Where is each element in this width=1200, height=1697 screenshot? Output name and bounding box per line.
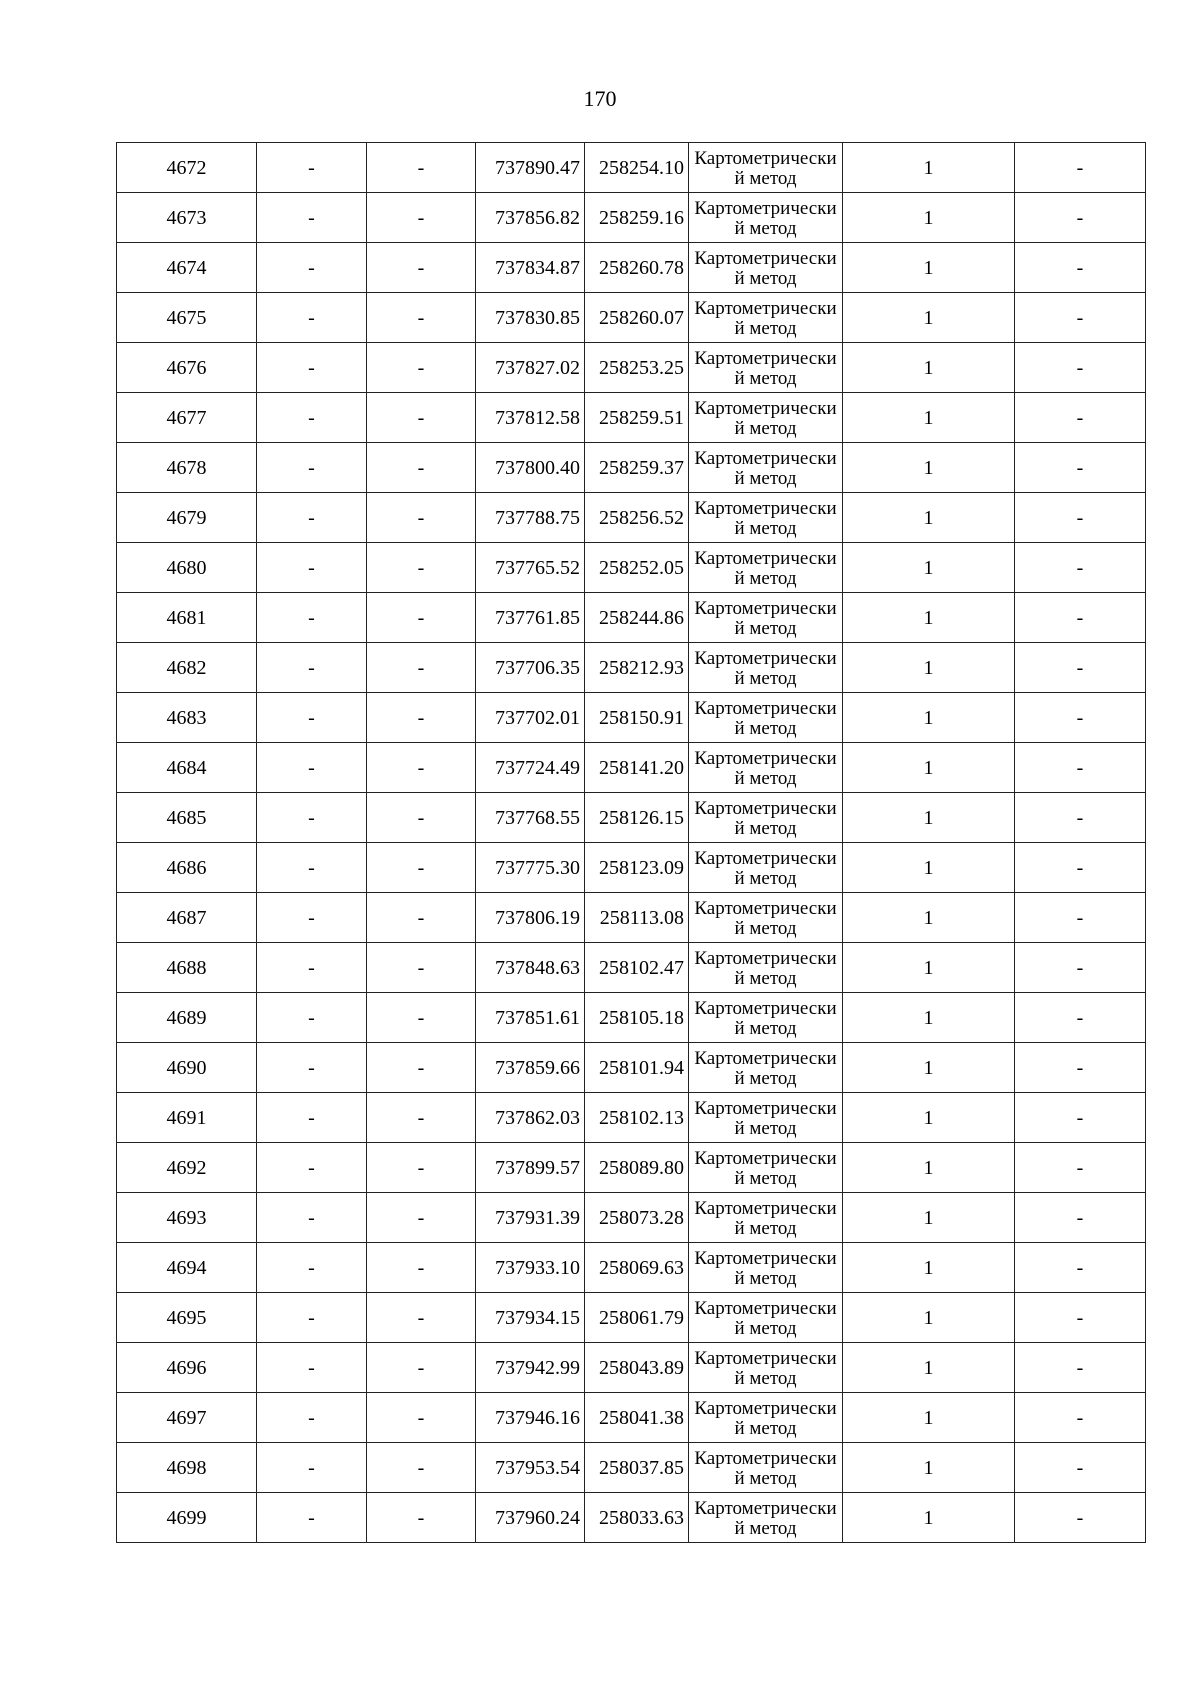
dash-cell: - (257, 1493, 367, 1543)
y-coordinate-cell: 258089.80 (585, 1143, 689, 1193)
method-text: Картометрический метод (694, 897, 837, 939)
point-number-cell: 4695 (117, 1293, 257, 1343)
dash-cell: - (257, 693, 367, 743)
point-number-cell: 4691 (117, 1093, 257, 1143)
dash-cell: - (257, 743, 367, 793)
dash-cell: - (367, 643, 476, 693)
accuracy-cell: 1 (843, 893, 1015, 943)
method-text: Картометрический метод (694, 647, 837, 689)
table-row (117, 743, 1146, 793)
point-number-cell: 4687 (117, 893, 257, 943)
x-coordinate-cell: 737899.57 (476, 1143, 585, 1193)
x-coordinate-cell: 737812.58 (476, 393, 585, 443)
method-cell (689, 1293, 843, 1343)
method-text: Картометрический метод (694, 697, 837, 739)
method-text: Картометрический метод (694, 197, 837, 239)
table-row (117, 343, 1146, 393)
accuracy-cell: 1 (843, 743, 1015, 793)
x-coordinate-cell: 737788.75 (476, 493, 585, 543)
y-coordinate-cell: 258101.94 (585, 1043, 689, 1093)
point-number-cell: 4690 (117, 1043, 257, 1093)
table-row (117, 1443, 1146, 1493)
point-number-cell: 4673 (117, 193, 257, 243)
point-number-cell: 4679 (117, 493, 257, 543)
dash-cell: - (257, 1243, 367, 1293)
x-coordinate-cell: 737806.19 (476, 893, 585, 943)
dash-cell: - (367, 743, 476, 793)
note-cell: - (1015, 193, 1146, 243)
dash-cell: - (257, 293, 367, 343)
accuracy-cell: 1 (843, 943, 1015, 993)
dash-cell: - (367, 143, 476, 193)
y-coordinate-cell: 258061.79 (585, 1293, 689, 1343)
dash-cell: - (257, 843, 367, 893)
note-cell: - (1015, 793, 1146, 843)
method-text: Картометрический метод (694, 1447, 837, 1489)
x-coordinate-cell: 737775.30 (476, 843, 585, 893)
x-coordinate-cell: 737800.40 (476, 443, 585, 493)
table-row (117, 443, 1146, 493)
table-row (117, 1143, 1146, 1193)
dash-cell: - (367, 943, 476, 993)
dash-cell: - (257, 243, 367, 293)
table-row (117, 1343, 1146, 1393)
y-coordinate-cell: 258260.07 (585, 293, 689, 343)
dash-cell: - (257, 393, 367, 443)
y-coordinate-cell: 258260.78 (585, 243, 689, 293)
method-cell (689, 643, 843, 693)
x-coordinate-cell: 737724.49 (476, 743, 585, 793)
point-number-cell: 4684 (117, 743, 257, 793)
method-cell (689, 293, 843, 343)
y-coordinate-cell: 258105.18 (585, 993, 689, 1043)
accuracy-cell: 1 (843, 1043, 1015, 1093)
accuracy-cell: 1 (843, 1343, 1015, 1393)
note-cell: - (1015, 293, 1146, 343)
note-cell: - (1015, 593, 1146, 643)
x-coordinate-cell: 737768.55 (476, 793, 585, 843)
accuracy-cell: 1 (843, 143, 1015, 193)
point-number-cell: 4682 (117, 643, 257, 693)
dash-cell: - (257, 1393, 367, 1443)
accuracy-cell: 1 (843, 1443, 1015, 1493)
dash-cell: - (257, 593, 367, 643)
method-text: Картометрический метод (694, 1497, 837, 1539)
note-cell: - (1015, 993, 1146, 1043)
table-row (117, 1193, 1146, 1243)
method-cell (689, 543, 843, 593)
accuracy-cell: 1 (843, 643, 1015, 693)
y-coordinate-cell: 258041.38 (585, 1393, 689, 1443)
method-text: Картометрический метод (694, 347, 837, 389)
dash-cell: - (257, 193, 367, 243)
x-coordinate-cell: 737856.82 (476, 193, 585, 243)
dash-cell: - (367, 1493, 476, 1543)
method-cell (689, 593, 843, 643)
accuracy-cell: 1 (843, 1193, 1015, 1243)
point-number-cell: 4685 (117, 793, 257, 843)
dash-cell: - (367, 1193, 476, 1243)
point-number-cell: 4694 (117, 1243, 257, 1293)
table-row (117, 493, 1146, 543)
method-cell (689, 1143, 843, 1193)
x-coordinate-cell: 737706.35 (476, 643, 585, 693)
accuracy-cell: 1 (843, 693, 1015, 743)
dash-cell: - (367, 193, 476, 243)
y-coordinate-cell: 258069.63 (585, 1243, 689, 1293)
dash-cell: - (257, 1093, 367, 1143)
table-row (117, 1393, 1146, 1443)
method-cell (689, 193, 843, 243)
x-coordinate-cell: 737827.02 (476, 343, 585, 393)
y-coordinate-cell: 258244.86 (585, 593, 689, 643)
y-coordinate-cell: 258212.93 (585, 643, 689, 693)
note-cell: - (1015, 1093, 1146, 1143)
point-number-cell: 4681 (117, 593, 257, 643)
table-row (117, 643, 1146, 693)
x-coordinate-cell: 737862.03 (476, 1093, 585, 1143)
y-coordinate-cell: 258252.05 (585, 543, 689, 593)
point-number-cell: 4683 (117, 693, 257, 743)
method-text: Картометрический метод (694, 1247, 837, 1289)
y-coordinate-cell: 258073.28 (585, 1193, 689, 1243)
point-number-cell: 4674 (117, 243, 257, 293)
note-cell: - (1015, 693, 1146, 743)
table-row (117, 843, 1146, 893)
y-coordinate-cell: 258259.37 (585, 443, 689, 493)
note-cell: - (1015, 743, 1146, 793)
point-number-cell: 4697 (117, 1393, 257, 1443)
x-coordinate-cell: 737946.16 (476, 1393, 585, 1443)
point-number-cell: 4689 (117, 993, 257, 1043)
table-row (117, 243, 1146, 293)
x-coordinate-cell: 737859.66 (476, 1043, 585, 1093)
dash-cell: - (367, 1343, 476, 1393)
table-body (117, 143, 1146, 1543)
method-cell (689, 793, 843, 843)
table-row (117, 943, 1146, 993)
method-cell (689, 343, 843, 393)
table-row (117, 543, 1146, 593)
method-text: Картометрический метод (694, 247, 837, 289)
method-cell (689, 993, 843, 1043)
dash-cell: - (367, 1243, 476, 1293)
x-coordinate-cell: 737848.63 (476, 943, 585, 993)
y-coordinate-cell: 258102.13 (585, 1093, 689, 1143)
table-row (117, 193, 1146, 243)
method-cell (689, 1243, 843, 1293)
method-text: Картометрический метод (694, 847, 837, 889)
accuracy-cell: 1 (843, 293, 1015, 343)
accuracy-cell: 1 (843, 843, 1015, 893)
y-coordinate-cell: 258259.51 (585, 393, 689, 443)
method-cell (689, 1193, 843, 1243)
x-coordinate-cell: 737931.39 (476, 1193, 585, 1243)
method-text: Картометрический метод (694, 797, 837, 839)
accuracy-cell: 1 (843, 1493, 1015, 1543)
dash-cell: - (257, 343, 367, 393)
method-cell (689, 1443, 843, 1493)
method-text: Картометрический метод (694, 497, 837, 539)
dash-cell: - (257, 1293, 367, 1343)
dash-cell: - (257, 943, 367, 993)
y-coordinate-cell: 258256.52 (585, 493, 689, 543)
method-cell (689, 443, 843, 493)
method-text: Картометрический метод (694, 147, 837, 189)
y-coordinate-cell: 258123.09 (585, 843, 689, 893)
accuracy-cell: 1 (843, 993, 1015, 1043)
method-text: Картометрический метод (694, 1397, 837, 1439)
method-cell (689, 893, 843, 943)
method-cell (689, 1393, 843, 1443)
method-cell (689, 493, 843, 543)
dash-cell: - (367, 443, 476, 493)
method-text: Картометрический метод (694, 1147, 837, 1189)
dash-cell: - (257, 793, 367, 843)
method-text: Картометрический метод (694, 397, 837, 439)
accuracy-cell: 1 (843, 343, 1015, 393)
dash-cell: - (367, 693, 476, 743)
method-cell (689, 143, 843, 193)
dash-cell: - (367, 1043, 476, 1093)
note-cell: - (1015, 1493, 1146, 1543)
dash-cell: - (367, 1143, 476, 1193)
y-coordinate-cell: 258141.20 (585, 743, 689, 793)
dash-cell: - (257, 1443, 367, 1493)
table-row (117, 143, 1146, 193)
x-coordinate-cell: 737761.85 (476, 593, 585, 643)
accuracy-cell: 1 (843, 1143, 1015, 1193)
y-coordinate-cell: 258150.91 (585, 693, 689, 743)
coordinates-table (116, 142, 1146, 1543)
note-cell: - (1015, 1043, 1146, 1093)
method-text: Картометрический метод (694, 1347, 837, 1389)
point-number-cell: 4693 (117, 1193, 257, 1243)
note-cell: - (1015, 1143, 1146, 1193)
x-coordinate-cell: 737702.01 (476, 693, 585, 743)
note-cell: - (1015, 543, 1146, 593)
table-row (117, 1243, 1146, 1293)
y-coordinate-cell: 258254.10 (585, 143, 689, 193)
accuracy-cell: 1 (843, 493, 1015, 543)
note-cell: - (1015, 1393, 1146, 1443)
note-cell: - (1015, 393, 1146, 443)
x-coordinate-cell: 737834.87 (476, 243, 585, 293)
method-cell (689, 1093, 843, 1143)
dash-cell: - (367, 1293, 476, 1343)
accuracy-cell: 1 (843, 193, 1015, 243)
point-number-cell: 4686 (117, 843, 257, 893)
point-number-cell: 4678 (117, 443, 257, 493)
note-cell: - (1015, 1443, 1146, 1493)
point-number-cell: 4692 (117, 1143, 257, 1193)
dash-cell: - (367, 1393, 476, 1443)
dash-cell: - (257, 443, 367, 493)
table-row (117, 1493, 1146, 1543)
dash-cell: - (257, 493, 367, 543)
method-text: Картометрический метод (694, 1297, 837, 1339)
method-cell (689, 1493, 843, 1543)
dash-cell: - (367, 1093, 476, 1143)
x-coordinate-cell: 737960.24 (476, 1493, 585, 1543)
table-row (117, 393, 1146, 443)
accuracy-cell: 1 (843, 593, 1015, 643)
dash-cell: - (367, 243, 476, 293)
accuracy-cell: 1 (843, 393, 1015, 443)
table-row (117, 693, 1146, 743)
point-number-cell: 4672 (117, 143, 257, 193)
x-coordinate-cell: 737830.85 (476, 293, 585, 343)
note-cell: - (1015, 143, 1146, 193)
point-number-cell: 4688 (117, 943, 257, 993)
method-cell (689, 243, 843, 293)
table-row (117, 593, 1146, 643)
x-coordinate-cell: 737942.99 (476, 1343, 585, 1393)
table-row (117, 1093, 1146, 1143)
y-coordinate-cell: 258037.85 (585, 1443, 689, 1493)
dash-cell: - (257, 1043, 367, 1093)
method-text: Картометрический метод (694, 747, 837, 789)
note-cell: - (1015, 243, 1146, 293)
note-cell: - (1015, 643, 1146, 693)
point-number-cell: 4699 (117, 1493, 257, 1543)
table-row (117, 993, 1146, 1043)
dash-cell: - (257, 993, 367, 1043)
y-coordinate-cell: 258253.25 (585, 343, 689, 393)
method-cell (689, 393, 843, 443)
dash-cell: - (367, 843, 476, 893)
dash-cell: - (257, 143, 367, 193)
method-text: Картометрический метод (694, 597, 837, 639)
point-number-cell: 4698 (117, 1443, 257, 1493)
accuracy-cell: 1 (843, 1243, 1015, 1293)
accuracy-cell: 1 (843, 1393, 1015, 1443)
note-cell: - (1015, 1193, 1146, 1243)
method-text: Картометрический метод (694, 1097, 837, 1139)
dash-cell: - (367, 993, 476, 1043)
table-row (117, 793, 1146, 843)
dash-cell: - (367, 293, 476, 343)
x-coordinate-cell: 737953.54 (476, 1443, 585, 1493)
method-cell (689, 943, 843, 993)
x-coordinate-cell: 737851.61 (476, 993, 585, 1043)
method-text: Картометрический метод (694, 297, 837, 339)
method-cell (689, 743, 843, 793)
table-row (117, 1043, 1146, 1093)
method-cell (689, 1343, 843, 1393)
method-text: Картометрический метод (694, 1197, 837, 1239)
accuracy-cell: 1 (843, 793, 1015, 843)
accuracy-cell: 1 (843, 243, 1015, 293)
note-cell: - (1015, 443, 1146, 493)
dash-cell: - (257, 893, 367, 943)
note-cell: - (1015, 943, 1146, 993)
dash-cell: - (367, 543, 476, 593)
x-coordinate-cell: 737890.47 (476, 143, 585, 193)
dash-cell: - (367, 793, 476, 843)
dash-cell: - (367, 493, 476, 543)
table-row (117, 893, 1146, 943)
point-number-cell: 4696 (117, 1343, 257, 1393)
note-cell: - (1015, 893, 1146, 943)
note-cell: - (1015, 343, 1146, 393)
method-cell (689, 1043, 843, 1093)
accuracy-cell: 1 (843, 1293, 1015, 1343)
point-number-cell: 4675 (117, 293, 257, 343)
dash-cell: - (257, 543, 367, 593)
dash-cell: - (257, 1193, 367, 1243)
point-number-cell: 4677 (117, 393, 257, 443)
y-coordinate-cell: 258102.47 (585, 943, 689, 993)
dash-cell: - (367, 593, 476, 643)
table-row (117, 293, 1146, 343)
dash-cell: - (257, 1143, 367, 1193)
y-coordinate-cell: 258259.16 (585, 193, 689, 243)
method-cell (689, 693, 843, 743)
dash-cell: - (257, 643, 367, 693)
method-text: Картометрический метод (694, 1047, 837, 1089)
dash-cell: - (367, 393, 476, 443)
accuracy-cell: 1 (843, 443, 1015, 493)
point-number-cell: 4676 (117, 343, 257, 393)
note-cell: - (1015, 493, 1146, 543)
note-cell: - (1015, 1343, 1146, 1393)
accuracy-cell: 1 (843, 543, 1015, 593)
page-number: 170 (583, 86, 617, 111)
note-cell: - (1015, 1243, 1146, 1293)
method-text: Картометрический метод (694, 947, 837, 989)
method-text: Картометрический метод (694, 997, 837, 1039)
y-coordinate-cell: 258043.89 (585, 1343, 689, 1393)
x-coordinate-cell: 737934.15 (476, 1293, 585, 1343)
dash-cell: - (367, 1443, 476, 1493)
note-cell: - (1015, 843, 1146, 893)
dash-cell: - (257, 1343, 367, 1393)
method-cell (689, 843, 843, 893)
point-number-cell: 4680 (117, 543, 257, 593)
dash-cell: - (367, 343, 476, 393)
y-coordinate-cell: 258033.63 (585, 1493, 689, 1543)
x-coordinate-cell: 737933.10 (476, 1243, 585, 1293)
x-coordinate-cell: 737765.52 (476, 543, 585, 593)
y-coordinate-cell: 258126.15 (585, 793, 689, 843)
table-row (117, 1293, 1146, 1343)
method-text: Картометрический метод (694, 447, 837, 489)
method-text: Картометрический метод (694, 547, 837, 589)
accuracy-cell: 1 (843, 1093, 1015, 1143)
y-coordinate-cell: 258113.08 (585, 893, 689, 943)
dash-cell: - (367, 893, 476, 943)
note-cell: - (1015, 1293, 1146, 1343)
